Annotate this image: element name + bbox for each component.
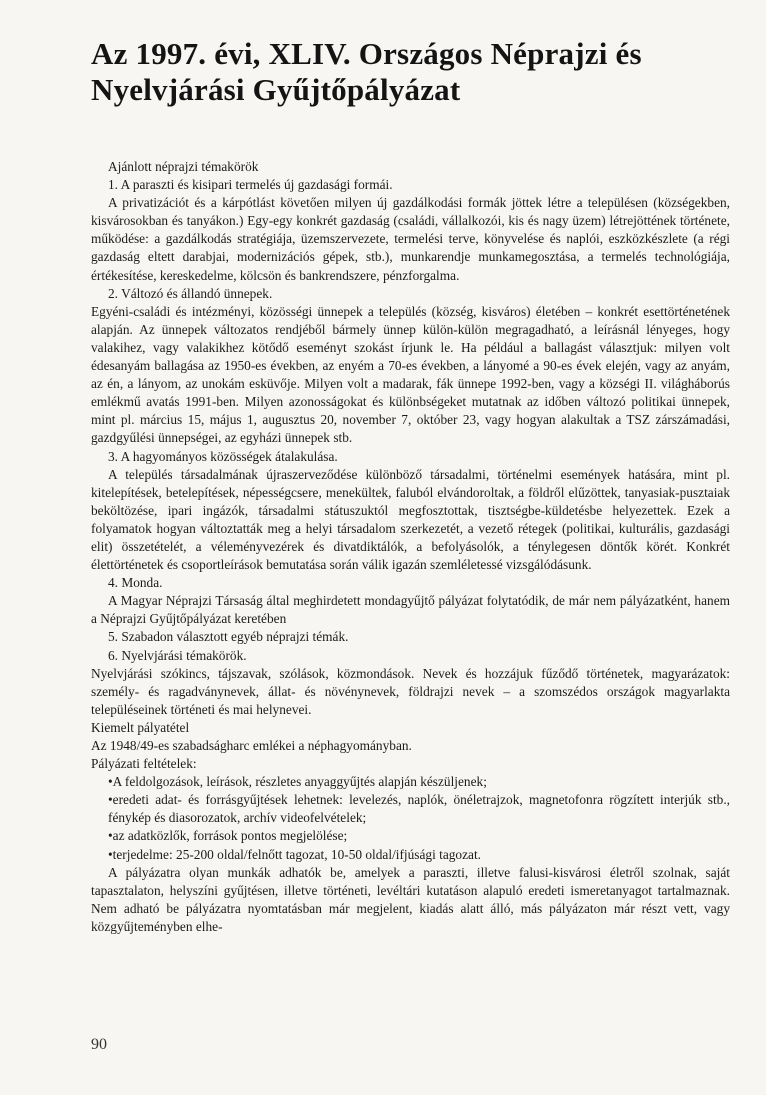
document-body <box>91 158 730 936</box>
item-6-text: Nyelvjárási szókincs, tájszavak, szólások, közmondások. Nevek és hozzájuk fűződő történetek, magyarázatok: személy- és ragadványnevek, állat- és növénynevek, földrajzi nevek – a szomszédos országok magyarlakta településeinek történeti és mai helynevei. <box>91 665 730 717</box>
title-line-2: Nyelvjárási Gyűjtőpályázat <box>91 72 461 107</box>
conditions-heading: Pályázati feltételek: <box>91 756 197 772</box>
item-2-heading: 2. Változó és állandó ünnepek. <box>108 285 273 301</box>
item-6-heading: 6. Nyelvjárási témakörök. <box>108 647 247 663</box>
item-4-heading: 4. Monda. <box>108 575 163 591</box>
page-title <box>91 36 730 108</box>
featured-heading: Kiemelt pályatétel <box>91 719 190 735</box>
condition-bullet-3: •az adatközlők, források pontos megjelölése; <box>108 828 348 844</box>
title-line-1: Az 1997. évi, XLIV. Országos Néprajzi és <box>91 36 642 71</box>
item-2-text: Egyéni-családi és intézményi, közösségi ünnepek a település (község, kisváros) életében – konkrét esettörténetének alapján. Az ünnepek változatos rendjéből bármely ünnep külön-külön megragadható, a leírásnál lényeges, hogy valakihez, vagy valakikhez kötődő eseményt szokást írjunk le. Ha például a ballagást választjuk: milyen volt édesanyám ballagása az 1950-es években, az enyém a 70-es években, a lányomé a 90-es évek elején, vagy az anyám, az én, a lányom, az unokám esküvője. Milyen volt a madarak, fák ünnepe 1992-ben, vagy a községi II. világháborús emlékmű avatás 1991-ben. Milyen azonosságokat és különbségeket mutatnak az időben változó politikai ünnepek, mint pl. március 15, május 1, augusztus 20, november 7, október 23, vagy hogyan alakultak a TSZ zárszámadási, gazdgyűlési ünnepségei, az egyházi ünnepek stb. <box>91 303 730 446</box>
item-3-text: A település társadalmának újraszerveződése különböző társadalmi, történelmi események hatására, mint pl. kitelepítések, betelepítések, népességcsere, menekültek, faluból elvándoroltak, a földről elűzöttek, tanyasiak-pusztaiak beköltözése, ipari ingázók, társadalmi státuszuktól megfosztottak, tisztségbe-küldetésbe helyezettek. Ezek a folyamatok hogyan változtatták meg a helyi társadalom szerkezetét, a vezető rétegek (politikai, kulturális, gazdasági elit) összetételét, a véleményvezérek és divatdiktálók, a befolyásolók, a ténylegesen döntők körét. Konkrét élettörténetek és csoportleírások bemutatása során válik igazán szemléletessé vizsgálódásunk. <box>91 466 730 573</box>
item-1-text: A privatizációt és a kárpótlást követően milyen új gazdálkodási formák jöttek létre a településen (községekben, kisvárosokban és tanyákon.) Egy-egy konkrét gazdaság (családi, vállalkozói, kis és nagy üzem) létrejöttének története, működése: a gazdálkodás stratégiája, üzemszervezete, termelési terve, könyvelése és naplói, eszközkészlete (a régi gazdaság eltett darabjai, modernizációs gépek, stb.), munkarendje munkamegosztása, a termelés technológiája, értékesítése, kereskedelme, kölcsön és bankrendszere, pénzforgalma. <box>91 195 730 283</box>
item-3-heading: 3. A hagyományos közösségek átalakulása. <box>108 448 338 464</box>
item-1-heading: 1. A paraszti és kisipari termelés új gazdasági formái. <box>108 177 393 193</box>
condition-bullet-4: •terjedelme: 25-200 oldal/felnőtt tagozat, 10-50 oldal/ifjúsági tagozat. <box>108 846 481 862</box>
condition-bullet-1: •A feldolgozások, leírások, részletes anyaggyűjtés alapján készüljenek; <box>108 774 487 790</box>
item-5-heading: 5. Szabadon választott egyéb néprajzi témák. <box>108 629 349 645</box>
subtitle: Ajánlott néprajzi témakörök <box>108 159 259 174</box>
item-4-text: A Magyar Néprajzi Társaság által meghirdetett mondagyűjtő pályázat folytatódik, de már nem pályázatként, hanem a Néprajzi Gyűjtőpályázat keretében <box>91 593 730 627</box>
featured-text: Az 1948/49-es szabadságharc emlékei a néphagyományban. <box>91 738 412 753</box>
page-number: 90 <box>91 1036 107 1053</box>
condition-bullet-2: •eredeti adat- és forrásgyűjtések lehetnek: levelezés, naplók, önéletrajzok, magnetofonra rögzített interjúk stb., fénykép és diasorozatok, archív videofelvételek; <box>108 792 730 826</box>
closing-text: A pályázatra olyan munkák adhatók be, amelyek a paraszti, illetve falusi-kisvárosi életről szolnak, saját tapasztalaton, helyszíni gyűjtésen, illetve történeti, levéltári kutatáson alapuló eredeti ismeretanyagot tartalmaznak. Nem adható be pályázatra nyomtatásban már megjelent, kiadás alatt álló, más pályázaton már részt vett, vagy közgyűjteményben elhe- <box>91 864 730 934</box>
